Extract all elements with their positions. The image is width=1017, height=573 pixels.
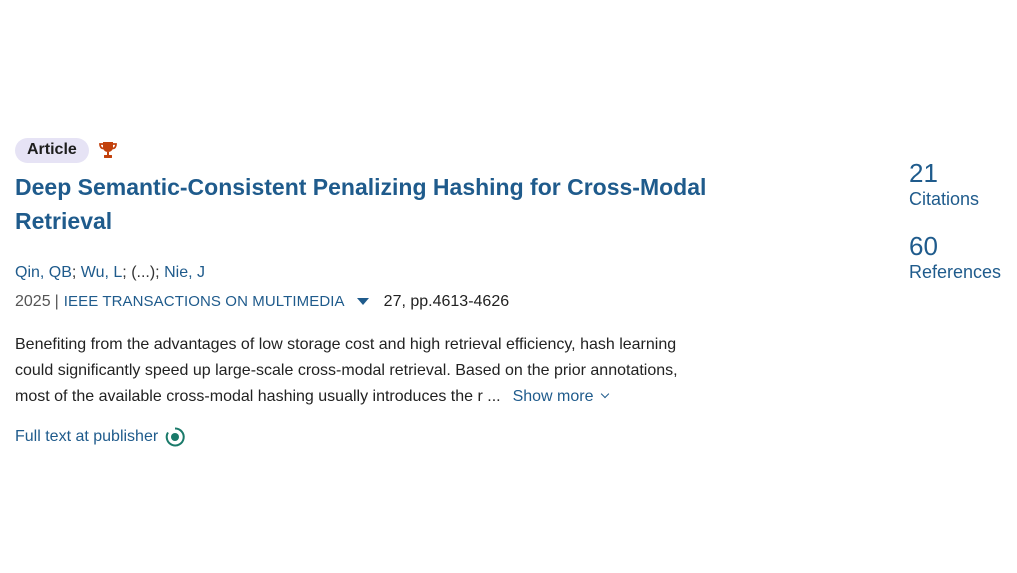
volume-pages: 27, pp.4613-4626 (383, 293, 510, 310)
author-separator: ; (...); (122, 264, 165, 281)
author-link[interactable]: Nie, J (164, 264, 205, 281)
full-text-label: Full text at publisher (15, 428, 159, 445)
publication-info (15, 292, 735, 312)
references-metric[interactable] (909, 231, 1014, 283)
caret-down-icon[interactable] (357, 298, 369, 305)
publication-year: 2025 (15, 293, 51, 310)
document-type-badge: Article (15, 138, 89, 163)
open-access-icon (164, 426, 186, 448)
author-link[interactable]: Qin, QB (15, 264, 72, 281)
show-more-button[interactable] (513, 388, 608, 405)
author-link[interactable]: Wu, L (80, 264, 123, 281)
journal-link[interactable]: IEEE TRANSACTIONS ON MULTIMEDIA (63, 293, 345, 310)
abstract-line: could significantly speed up large-scale cross-modal retrieval. Based on the prior annotations, (15, 362, 678, 379)
author-list (15, 263, 735, 283)
references-label[interactable]: References (909, 262, 1002, 282)
record-badges (15, 137, 735, 163)
author-separator: ; (71, 264, 81, 281)
abstract-line-last (15, 384, 727, 410)
chevron-down-icon (600, 390, 608, 398)
full-text-at-publisher-link[interactable] (15, 426, 205, 448)
trophy-icon (97, 139, 119, 161)
record-metrics (909, 158, 1014, 283)
citations-metric[interactable] (909, 158, 1014, 210)
search-result-record (15, 137, 735, 448)
publication-separator: | (54, 293, 59, 310)
abstract-line: Benefiting from the advantages of low storage cost and high retrieval efficiency, hash learning (15, 336, 677, 353)
references-count[interactable]: 60 (909, 231, 938, 261)
citations-label[interactable]: Citations (909, 189, 980, 209)
abstract-text: most of the available cross-modal hashing usually introduces the r ... (15, 388, 501, 405)
citations-count[interactable]: 21 (909, 158, 938, 188)
show-more-label: Show more (512, 388, 594, 405)
record-title-link[interactable]: Deep Semantic-Consistent Penalizing Hashing for Cross-Modal Retrieval (15, 174, 707, 234)
abstract-snippet (15, 332, 727, 410)
